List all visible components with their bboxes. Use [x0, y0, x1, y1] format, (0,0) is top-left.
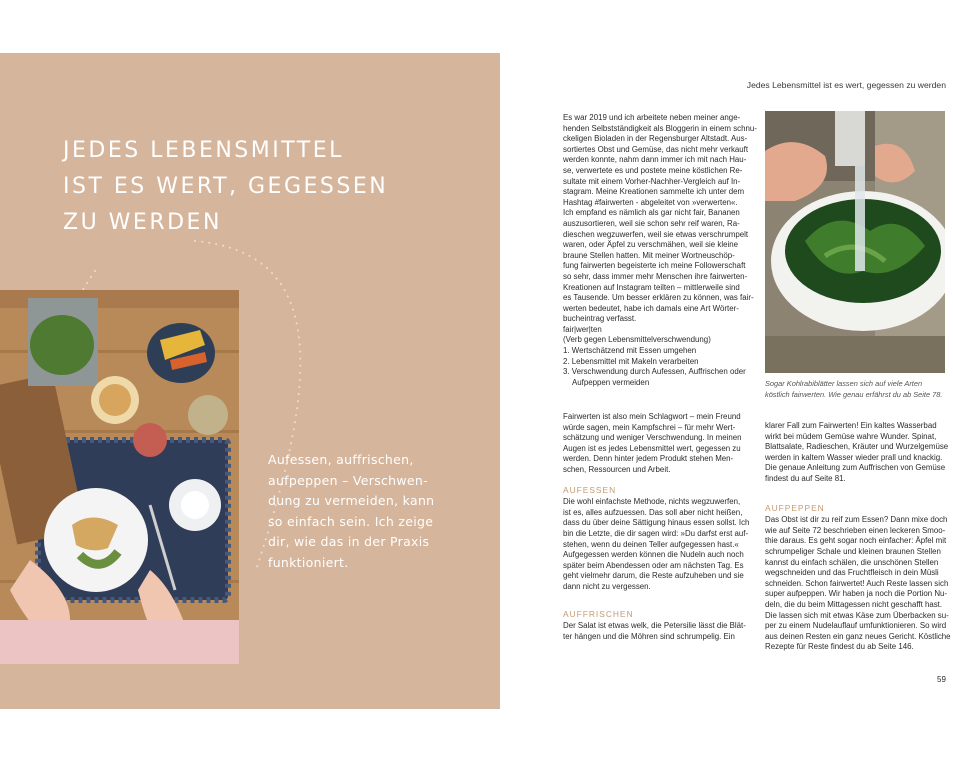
body-line: schrumpeliger Schale und kleinen braunen Stellen [765, 546, 941, 556]
body-line: braune Stellen hatten. Mit meiner Wortneuschöp- [563, 250, 735, 260]
body-line: Fairwerten ist also mein Schlagwort – mein Freund [563, 412, 741, 421]
chapter-title-line: JEDES LEBENSMITTEL [63, 138, 344, 163]
body-line: Augen ist es jedes Lebensmittel wert, gegessen zu [563, 443, 741, 453]
body-line: Die genaue Anleitung zum Auffrischen von Gemüse [765, 463, 946, 473]
body-line: dass du über deine Sättigung hinaus essen sollst. Ich [563, 518, 750, 528]
body-line: deln, die du beim Mittagessen nicht geschafft hast. [765, 599, 943, 609]
body-line: kannst du einfach schälen, die unschönen Stellen [765, 557, 939, 567]
body-line: schen, Ressourcen und Arbeit. [563, 464, 671, 474]
body-line: wegschneiden und das Fruchtfleisch in dein Müsli [765, 568, 939, 578]
body-line: henden Selbstständigkeit als Bloggerin in einem schnu- [563, 123, 757, 133]
third-column [765, 421, 951, 653]
chapter-title-line: IST ES WERT, GEGESSEN [63, 174, 389, 199]
side-quote-line: aufpeppen – Verschwen- [268, 472, 428, 488]
dictionary-word-class: (Verb gegen Lebensmittelverschwendung) [563, 335, 711, 345]
body-line: stagram. Meine Kreationen sammelte ich unter dem [563, 187, 745, 197]
food-table-photo [0, 290, 239, 664]
body-line: dann nicht zu vergessen. [563, 581, 651, 591]
body-line: bucheintrag verfasst. [563, 314, 637, 324]
body-line: schätzung und weniger Verschwendung. In meinen [563, 433, 742, 443]
body-line: werden. Denn hinter jedem Produkt stehen Men- [563, 454, 734, 464]
body-line: findest du auf Seite 81. [765, 473, 846, 483]
body-line: thie daraus. Es geht sogar noch einfacher: Äpfel mit [765, 536, 947, 546]
intro-column [563, 113, 757, 388]
body-line: sortiertes Obst und Gemüse, das nicht mehr verkauft [563, 144, 749, 154]
body-line: ist es, alles aufzuessen. Das soll aber nicht heißen, [563, 507, 743, 517]
side-quote [268, 450, 478, 573]
body-line: es Tausende. Um besser erklären zu können, was fair- [563, 293, 754, 303]
side-quote-line: dir, wie das in der Praxis [268, 534, 430, 549]
section-heading-aufessen: AUFESSEN [563, 484, 617, 495]
body-line: später beim Abendessen oder am nächsten Tag. Es [563, 560, 744, 570]
body-line: würde sagen, mein Kampfschrei – für mehr Wert- [563, 422, 736, 432]
caption-line: köstlich fairwerten. Wie genau erfährst du ab Seite 78. [765, 390, 943, 399]
body-line: geht vielmehr darum, die Reste aufzuheben und sie [563, 571, 744, 581]
body-line: per zu einem Nudelauflauf umfunktionieren. So wird [765, 621, 947, 631]
left-page [0, 53, 500, 709]
body-line: schneiden. Schon fairwertet! Auch Reste lassen sich [765, 578, 949, 588]
photo-caption [765, 378, 942, 400]
body-line: wie auf Seite 72 beschrieben einen leckeren Smoo- [765, 525, 946, 535]
body-line: Aufgegessen werden können die Nudeln auch noch [563, 550, 744, 560]
body-line: se, verwertete es und postete meine köstlichen Re- [563, 165, 743, 175]
body-line: Rezepte für Reste findest du ab Seite 146. [765, 642, 914, 652]
page-number: 59 [937, 675, 946, 684]
side-quote-line: Aufessen, auffrischen, [268, 452, 414, 467]
dictionary-item-continued: Aufpeppen vermeiden [572, 377, 650, 387]
chapter-title-line: ZU WERDEN [63, 210, 222, 235]
side-quote-line: funktioniert. [268, 554, 349, 570]
body-line: ckeligen Bioladen in der Regensburger Altstadt. Aus- [563, 134, 748, 144]
body-line: Das Obst ist dir zu reif zum Essen? Dann mixe doch [765, 515, 948, 525]
body-line: fung fairwerten begeisterte ich meine Followerschaft [563, 261, 746, 271]
body-line: so sehr, dass immer mehr Menschen ihre fairwerten- [563, 271, 748, 281]
body-line: auszusortieren, weil sie schon sehr reif waren, Ra- [563, 218, 740, 228]
caption-line: Sogar Kohlrabiblätter lassen sich auf viele Arten [765, 379, 923, 388]
body-line: Kreationen auf Instagram teilten – mittlerweile sind [563, 282, 740, 292]
body-line: ter hängen und die Möhren sind schrumpelig. Ein [563, 631, 735, 641]
body-line: bin die Letzte, die dir sagen wird: »Du darfst erst auf- [563, 528, 749, 538]
body-line: Hashtag #fairwerten - abgeleitet von »verwerten«. [563, 197, 738, 207]
section-heading-aufpeppen: AUFPEPPEN [765, 502, 825, 513]
body-line: werten bedeutet, habe ich damals eine Art Wörter- [563, 303, 739, 313]
dictionary-item: 2. Lebensmittel mit Makeln verarbeiten [563, 356, 699, 366]
body-line: wirkt bei müdem Gemüse wahre Wunder. Spinat, [765, 431, 937, 441]
body-line: Die wohl einfachste Methode, nichts wegzuwerfen, [563, 497, 741, 507]
body-line: dieschen wegzuwerfen, weil sie etwas verschrumpelt [563, 229, 749, 239]
section-heading-auffrischen: AUFFRISCHEN [563, 608, 634, 619]
washing-greens-photo [765, 111, 945, 373]
body-line: Der Salat ist etwas welk, die Petersilie lässt die Blät- [563, 621, 746, 631]
running-header: Jedes Lebensmittel ist es wert, gegessen zu werden [746, 80, 946, 90]
dictionary-item: 3. Verschwendung durch Aufessen, Auffrischen oder [563, 367, 746, 377]
dictionary-word: fair|wer|ten [563, 324, 602, 334]
dictionary-item: 1. Wertschätzend mit Essen umgehen [563, 346, 697, 356]
body-line: Es war 2019 und ich arbeitete neben meiner ange- [563, 113, 741, 122]
body-line: klarer Fall zum Fairwerten! Ein kaltes Wasserbad [765, 421, 937, 430]
body-line: super aufpeppen. Wir haben ja noch die Portion Nu- [765, 589, 948, 599]
body-line: waren, oder Äpfel zu verschmähen, weil sie kleine [563, 240, 738, 250]
body-line: werden konnte, nahm dann immer ich mit nach Hau- [563, 155, 747, 165]
body-line: aus deinen Resten ein ganz neues Gericht. Köstliche [765, 631, 951, 641]
side-quote-line: so einfach sein. Ich zeige [268, 513, 434, 529]
second-column [563, 412, 749, 642]
body-line: werden in kaltem Wasser wieder prall und knackig. [765, 452, 943, 462]
body-line: Blattsalate, Radieschen, Kräuter und Wurzelgemüse [765, 442, 949, 452]
side-quote-line: dung zu vermeiden, kann [268, 493, 435, 508]
body-line: Die lassen sich mit etwas Käse zum Überbacken su- [765, 610, 949, 620]
body-line: stehen, wenn du deinen Teller aufgegessen hast.« [563, 539, 739, 549]
body-line: Ich empfand es nämlich als gar nicht fair, Bananen [563, 208, 740, 218]
body-line: sultate mit einem Vorher-Nachher-Vergleich auf In- [563, 176, 741, 186]
